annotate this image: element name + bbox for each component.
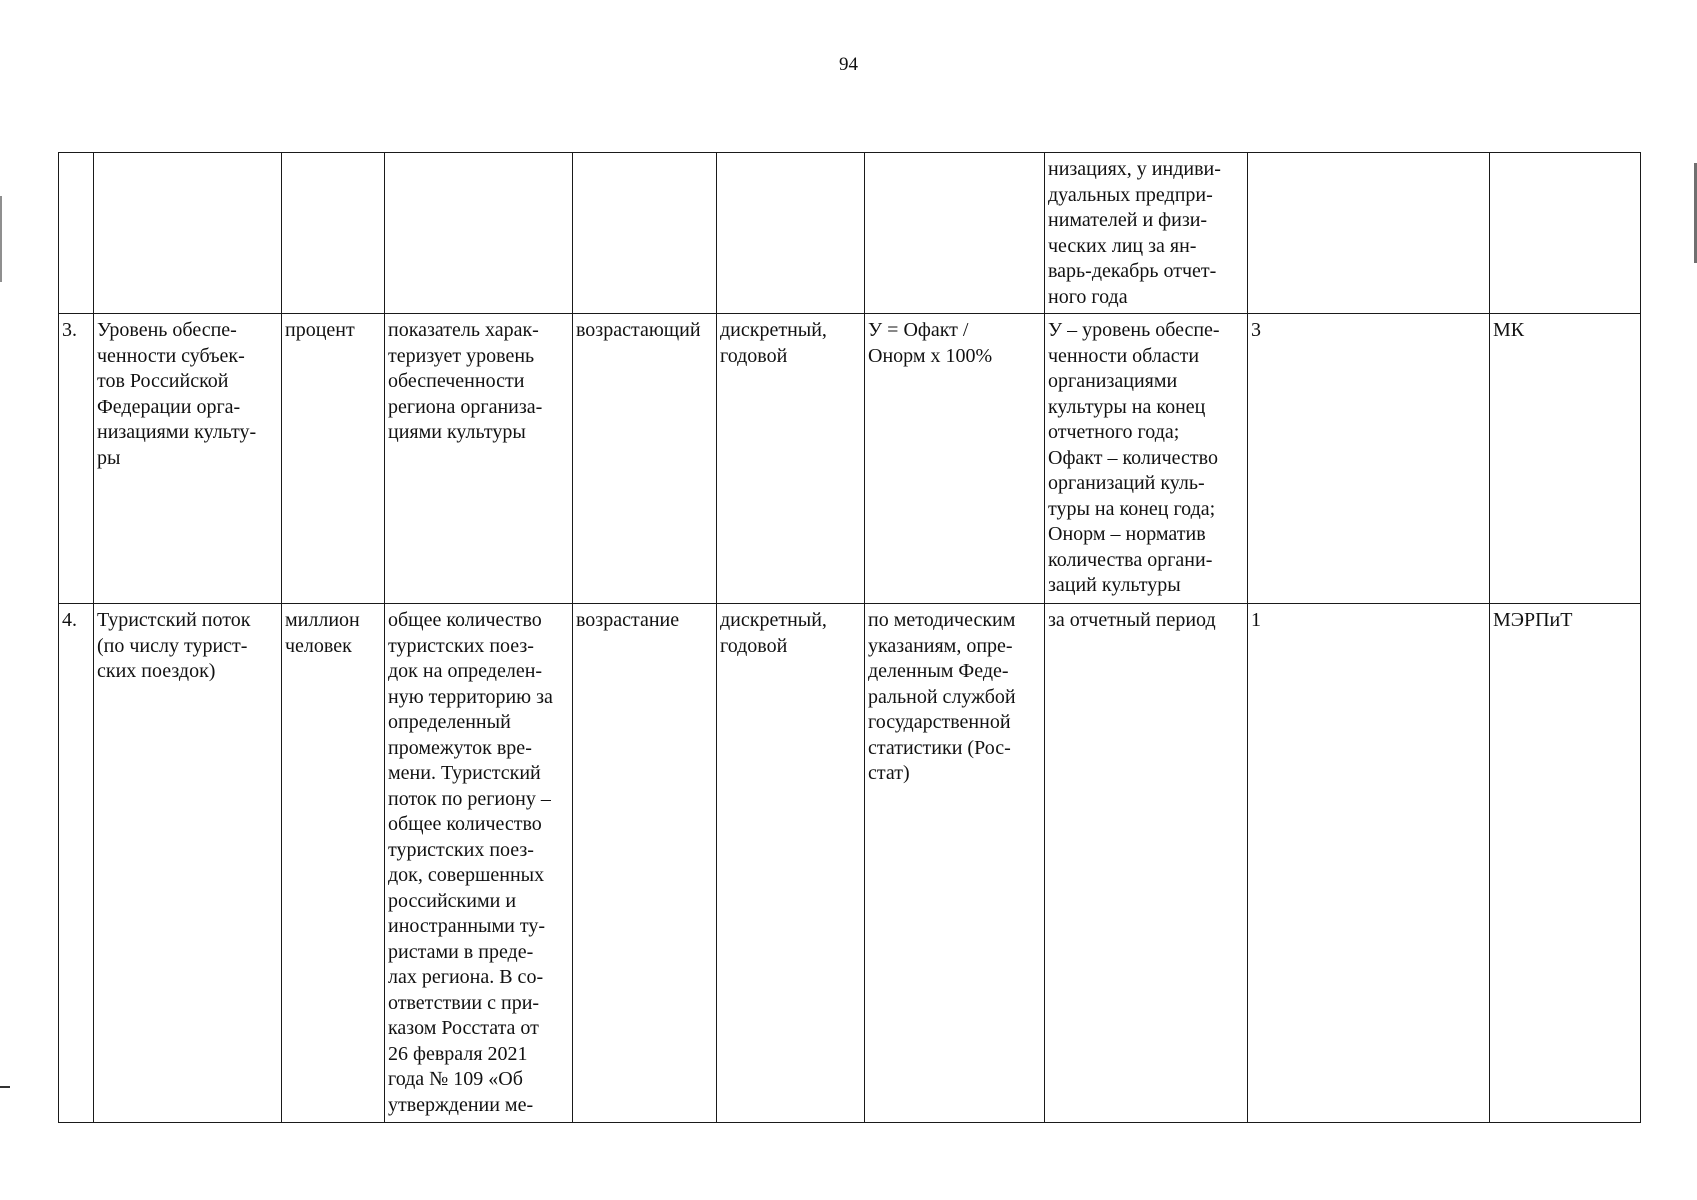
scan-margin-mark xyxy=(0,1086,10,1088)
cell-definition: показатель харак- теризует уровень обеспеченности региона организа- циями культуры xyxy=(385,314,573,604)
cell-method-code: 3 xyxy=(1248,314,1490,604)
cell-number: 4. xyxy=(59,604,94,1123)
cell-formula: У = Офакт / Онорм х 100% xyxy=(865,314,1045,604)
page-number: 94 xyxy=(839,54,858,75)
cell-periodicity: дискретный, годовой xyxy=(717,604,865,1123)
cell-unit: процент xyxy=(282,314,385,604)
cell-number: 3. xyxy=(59,314,94,604)
cell-number xyxy=(59,153,94,314)
cell-dynamics: возрастание xyxy=(573,604,717,1123)
cell-unit: миллион человек xyxy=(282,604,385,1123)
cell-formula xyxy=(865,153,1045,314)
table-row-3 xyxy=(59,314,1641,604)
cell-dynamics xyxy=(573,153,717,314)
cell-dynamics: возрастающий xyxy=(573,314,717,604)
cell-indicator-name: Уровень обеспе- ченности субъек- тов Российской Федерации орга- низациями культу- ры xyxy=(94,314,282,604)
table-row-4 xyxy=(59,604,1641,1123)
cell-unit xyxy=(282,153,385,314)
cell-method-code xyxy=(1248,153,1490,314)
cell-basic-indicators: за отчетный период xyxy=(1045,604,1248,1123)
cell-formula: по методическим указаниям, опре- деленным Феде- ральной службой государственной статистики (Рос- стат) xyxy=(865,604,1045,1123)
cell-responsible: МЭРПиТ xyxy=(1490,604,1641,1123)
table-row-continuation xyxy=(59,153,1641,314)
cell-periodicity xyxy=(717,153,865,314)
cell-basic-indicators: низациях, у индиви- дуальных предпри- нимателей и физи- ческих лиц за ян- варь-декабрь отчет- ного года xyxy=(1045,153,1248,314)
cell-responsible: МК xyxy=(1490,314,1641,604)
cell-definition: общее количество туристских поез- док на определен- ную территорию за определенный промежуток вре- мени. Туристский поток по региону – общее количество туристских поез- док, совершенных российскими и иностранными ту- ристами в преде- лах региона. В со- ответствии с при- казом Росстата от 26 февраля 2021 года № 109 «Об утверждении ме- xyxy=(385,604,573,1123)
cell-periodicity: дискретный, годовой xyxy=(717,314,865,604)
scan-margin-mark xyxy=(0,196,2,282)
cell-definition xyxy=(385,153,573,314)
cell-method-code: 1 xyxy=(1248,604,1490,1123)
cell-basic-indicators: У – уровень обеспе- ченности области организациями культуры на конец отчетного года; Офакт – количество организаций куль- туры на конец года; Онорм – норматив количества органи- заций культуры xyxy=(1045,314,1248,604)
cell-indicator-name xyxy=(94,153,282,314)
cell-responsible xyxy=(1490,153,1641,314)
cell-indicator-name: Туристский поток (по числу турист- ских поездок) xyxy=(94,604,282,1123)
indicator-table xyxy=(58,152,1641,1123)
